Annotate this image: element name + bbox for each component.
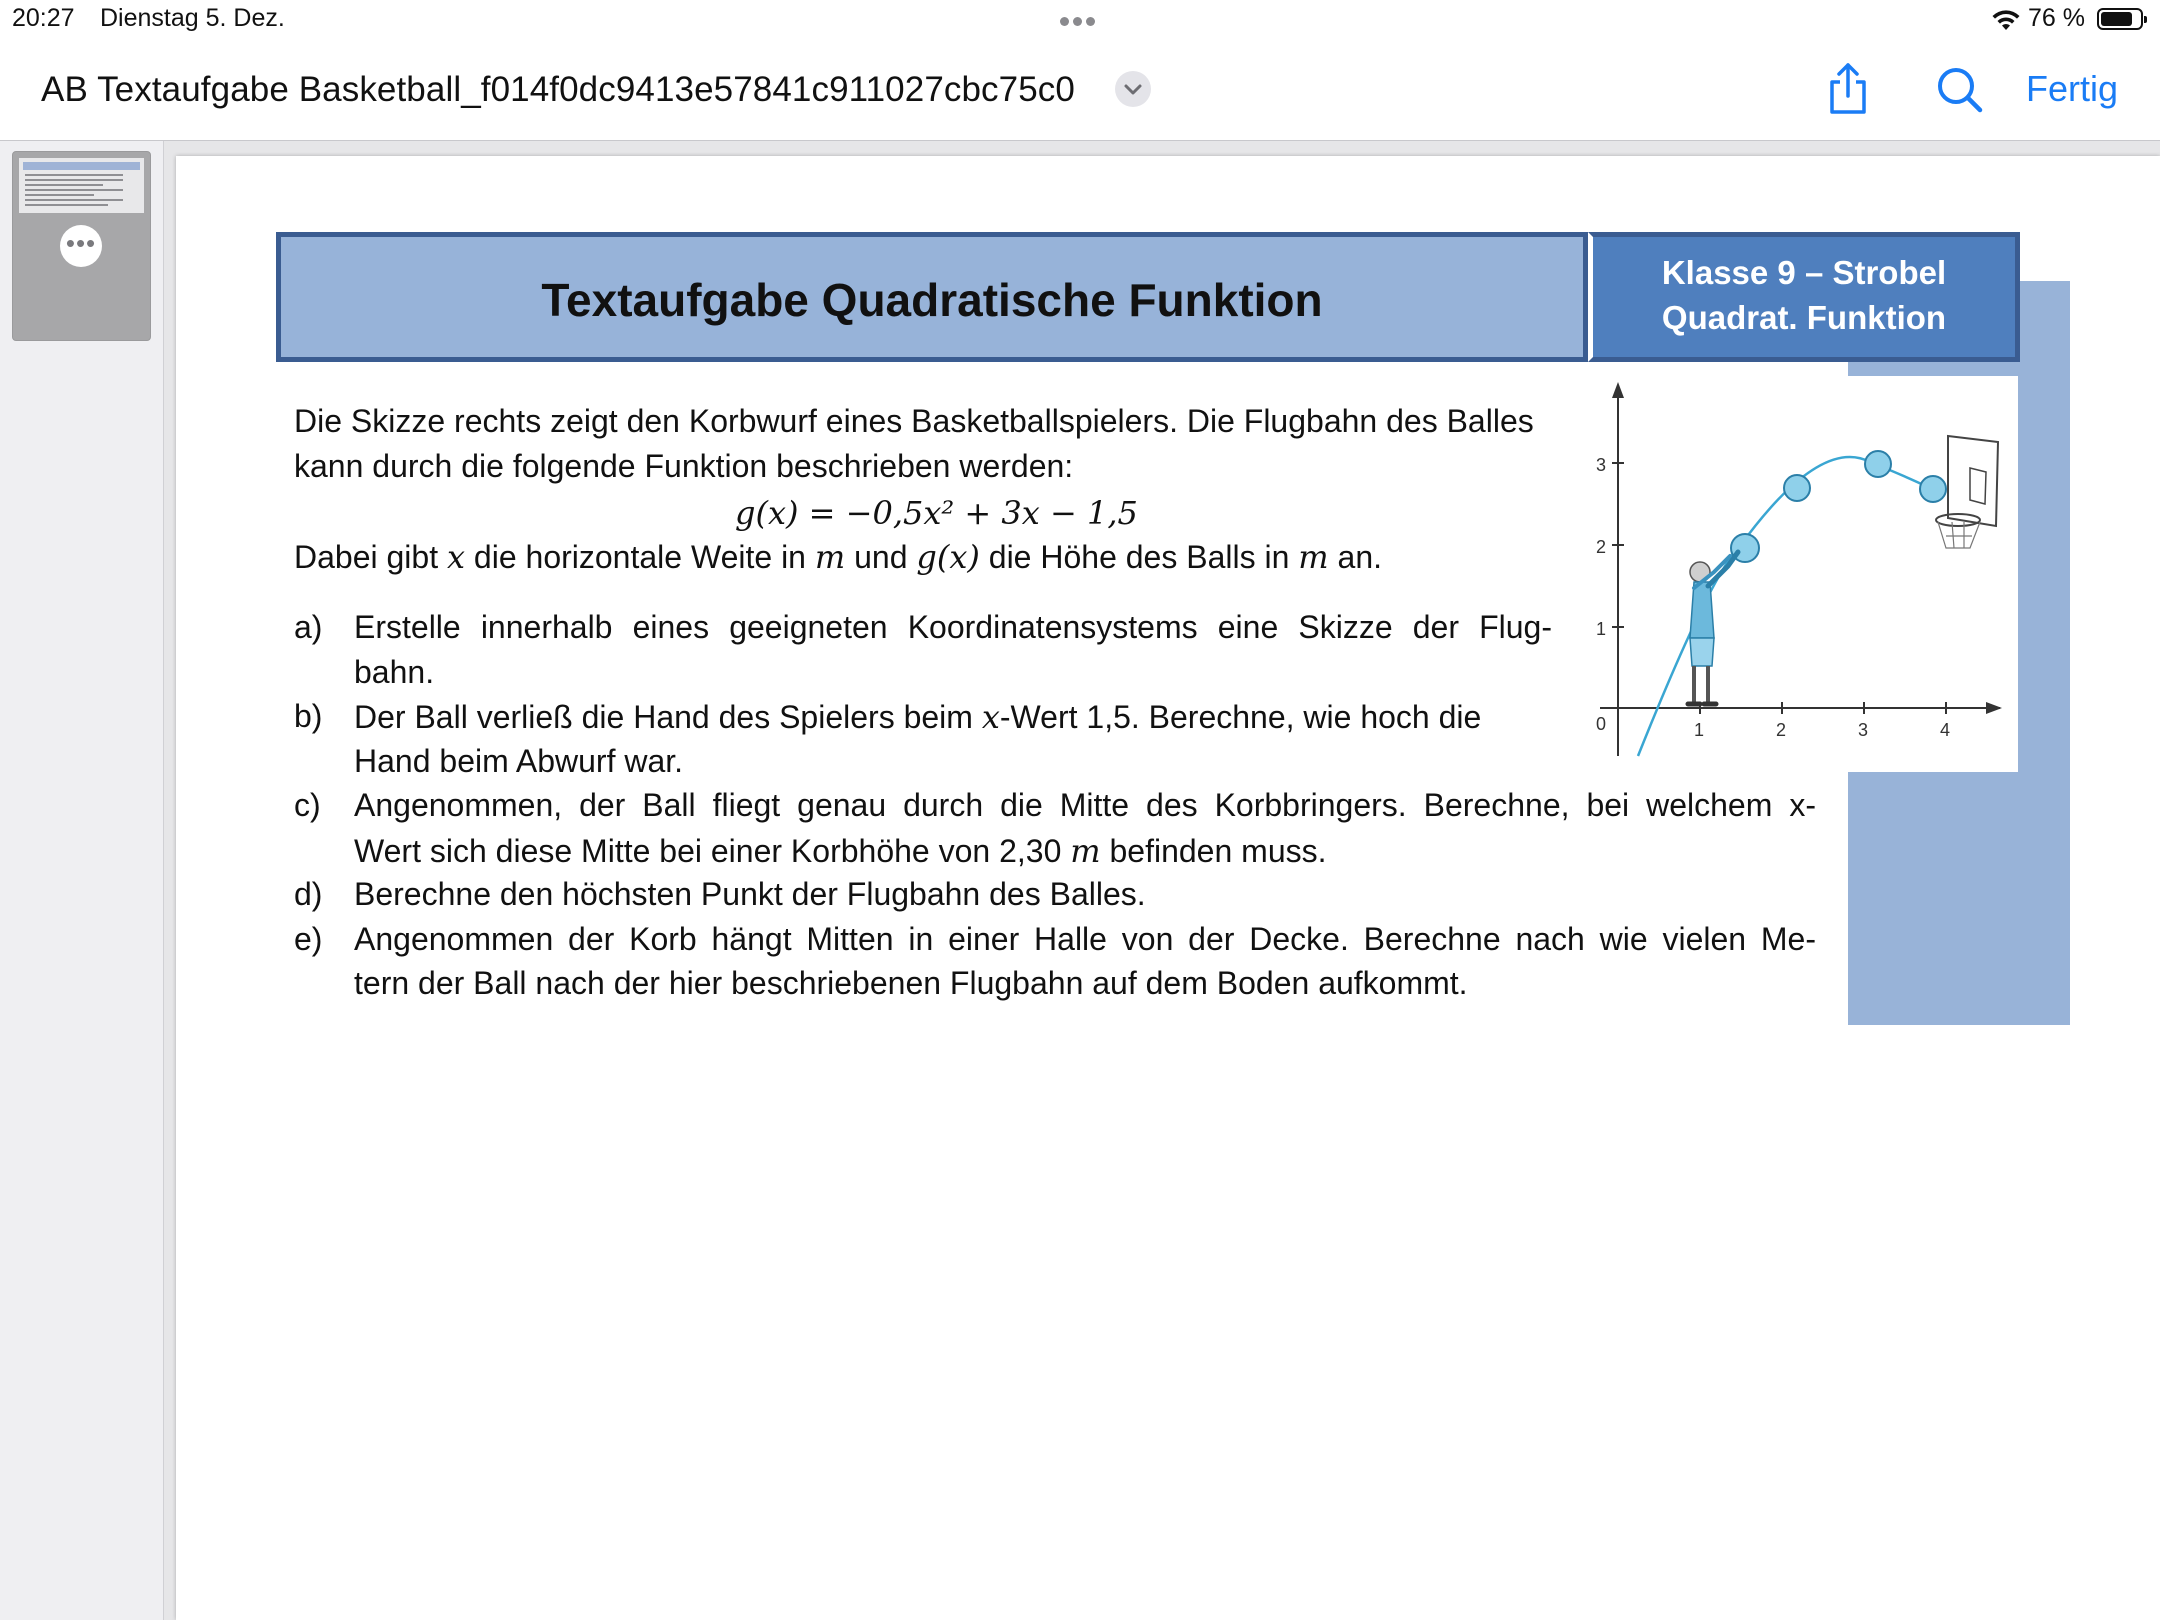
task-c-line1: Angenommen, der Ball fliegt genau durch die Mitte des Korbbringers. Berechne, bei welchem x- bbox=[354, 787, 1816, 823]
task-a-line2: bahn. bbox=[354, 654, 435, 690]
task-d-label: d) bbox=[294, 876, 323, 912]
share-icon[interactable] bbox=[1826, 62, 1870, 116]
search-icon[interactable] bbox=[1936, 66, 1984, 114]
class-badge-line2: Quadrat. Funktion bbox=[1661, 299, 1947, 336]
battery-percentage: 76 % bbox=[2028, 4, 2085, 32]
task-d-line1: Berechne den höchsten Punkt der Flugbahn des Balles. bbox=[354, 876, 1146, 912]
sketch-x-tick: 4 bbox=[1940, 720, 1951, 740]
sketch-y-tick: 3 bbox=[1596, 455, 1607, 475]
multitasking-dots-icon[interactable] bbox=[1058, 13, 1097, 31]
title-menu-chevron-icon[interactable] bbox=[1115, 71, 1151, 107]
class-badge-line1: Klasse 9 – Strobel bbox=[1661, 254, 1947, 291]
thumbnail-more-icon[interactable]: ••• bbox=[60, 225, 102, 267]
function-formula: g(x) = −0,5x² + 3x − 1,5 bbox=[735, 494, 1138, 532]
task-b-line1: Der Ball verließ die Hand des Spielers beim x-Wert 1,5. Berechne, wie hoch die bbox=[354, 698, 1482, 736]
task-b-line2: Hand beim Abwurf war. bbox=[354, 743, 684, 779]
thumbnail-sidebar bbox=[0, 141, 164, 1620]
document-title[interactable]: AB Textaufgabe Basketball_f014f0dc9413e57841c911027cbc75c0 bbox=[41, 70, 1075, 109]
intro-line-2: kann durch die folgende Funktion beschrieben werden: bbox=[294, 448, 1074, 484]
worksheet-title: Textaufgabe Quadratische Funktion bbox=[541, 274, 1323, 326]
page-thumbnail[interactable] bbox=[12, 151, 151, 341]
worksheet-title-box bbox=[276, 232, 1588, 362]
sketch-x-tick: 1 bbox=[1694, 720, 1705, 740]
player-figure bbox=[1688, 552, 1738, 704]
sketch-x-tick: 2 bbox=[1776, 720, 1787, 740]
intro-line-1: Die Skizze rechts zeigt den Korbwurf eines Basketballspielers. Die Flugbahn des Balles bbox=[294, 403, 1534, 439]
task-e-line1: Angenommen der Korb hängt Mitten in einer Halle von der Decke. Berechne nach wie vielen Me- bbox=[354, 921, 1816, 957]
status-time: 20:27 bbox=[12, 4, 75, 32]
navigation-bar bbox=[0, 40, 2160, 141]
status-date: Dienstag 5. Dez. bbox=[100, 4, 285, 32]
basketball-sketch bbox=[1590, 376, 2018, 772]
task-c-line2: Wert sich diese Mitte bei einer Korbhöhe von 2,30 m befinden muss. bbox=[354, 832, 1327, 870]
task-b-label: b) bbox=[294, 698, 323, 734]
sketch-x-tick: 3 bbox=[1858, 720, 1869, 740]
thumbnail-preview bbox=[19, 158, 144, 213]
done-button[interactable]: Fertig bbox=[2026, 68, 2119, 109]
task-e-line2: tern der Ball nach der hier beschriebenen Flugbahn auf dem Boden aufkommt. bbox=[354, 965, 1468, 1001]
sketch-y-tick: 2 bbox=[1596, 537, 1607, 557]
battery-icon bbox=[2097, 8, 2143, 30]
task-a-label: a) bbox=[294, 609, 323, 645]
task-c-label: c) bbox=[294, 787, 321, 823]
sketch-y-tick: 1 bbox=[1596, 619, 1607, 639]
class-badge bbox=[1588, 232, 2020, 362]
wifi-icon bbox=[1990, 8, 2022, 32]
task-a-line1: Erstelle innerhalb eines geeigneten Koordinatensystems eine Skizze der Flug- bbox=[354, 609, 1552, 645]
sketch-x-tick: 0 bbox=[1596, 714, 1607, 734]
intro-line-3: Dabei gibt x die horizontale Weite in m und g(x) die Höhe des Balls in m an. bbox=[294, 538, 1382, 576]
task-e-label: e) bbox=[294, 921, 323, 957]
status-bar bbox=[0, 0, 2160, 40]
